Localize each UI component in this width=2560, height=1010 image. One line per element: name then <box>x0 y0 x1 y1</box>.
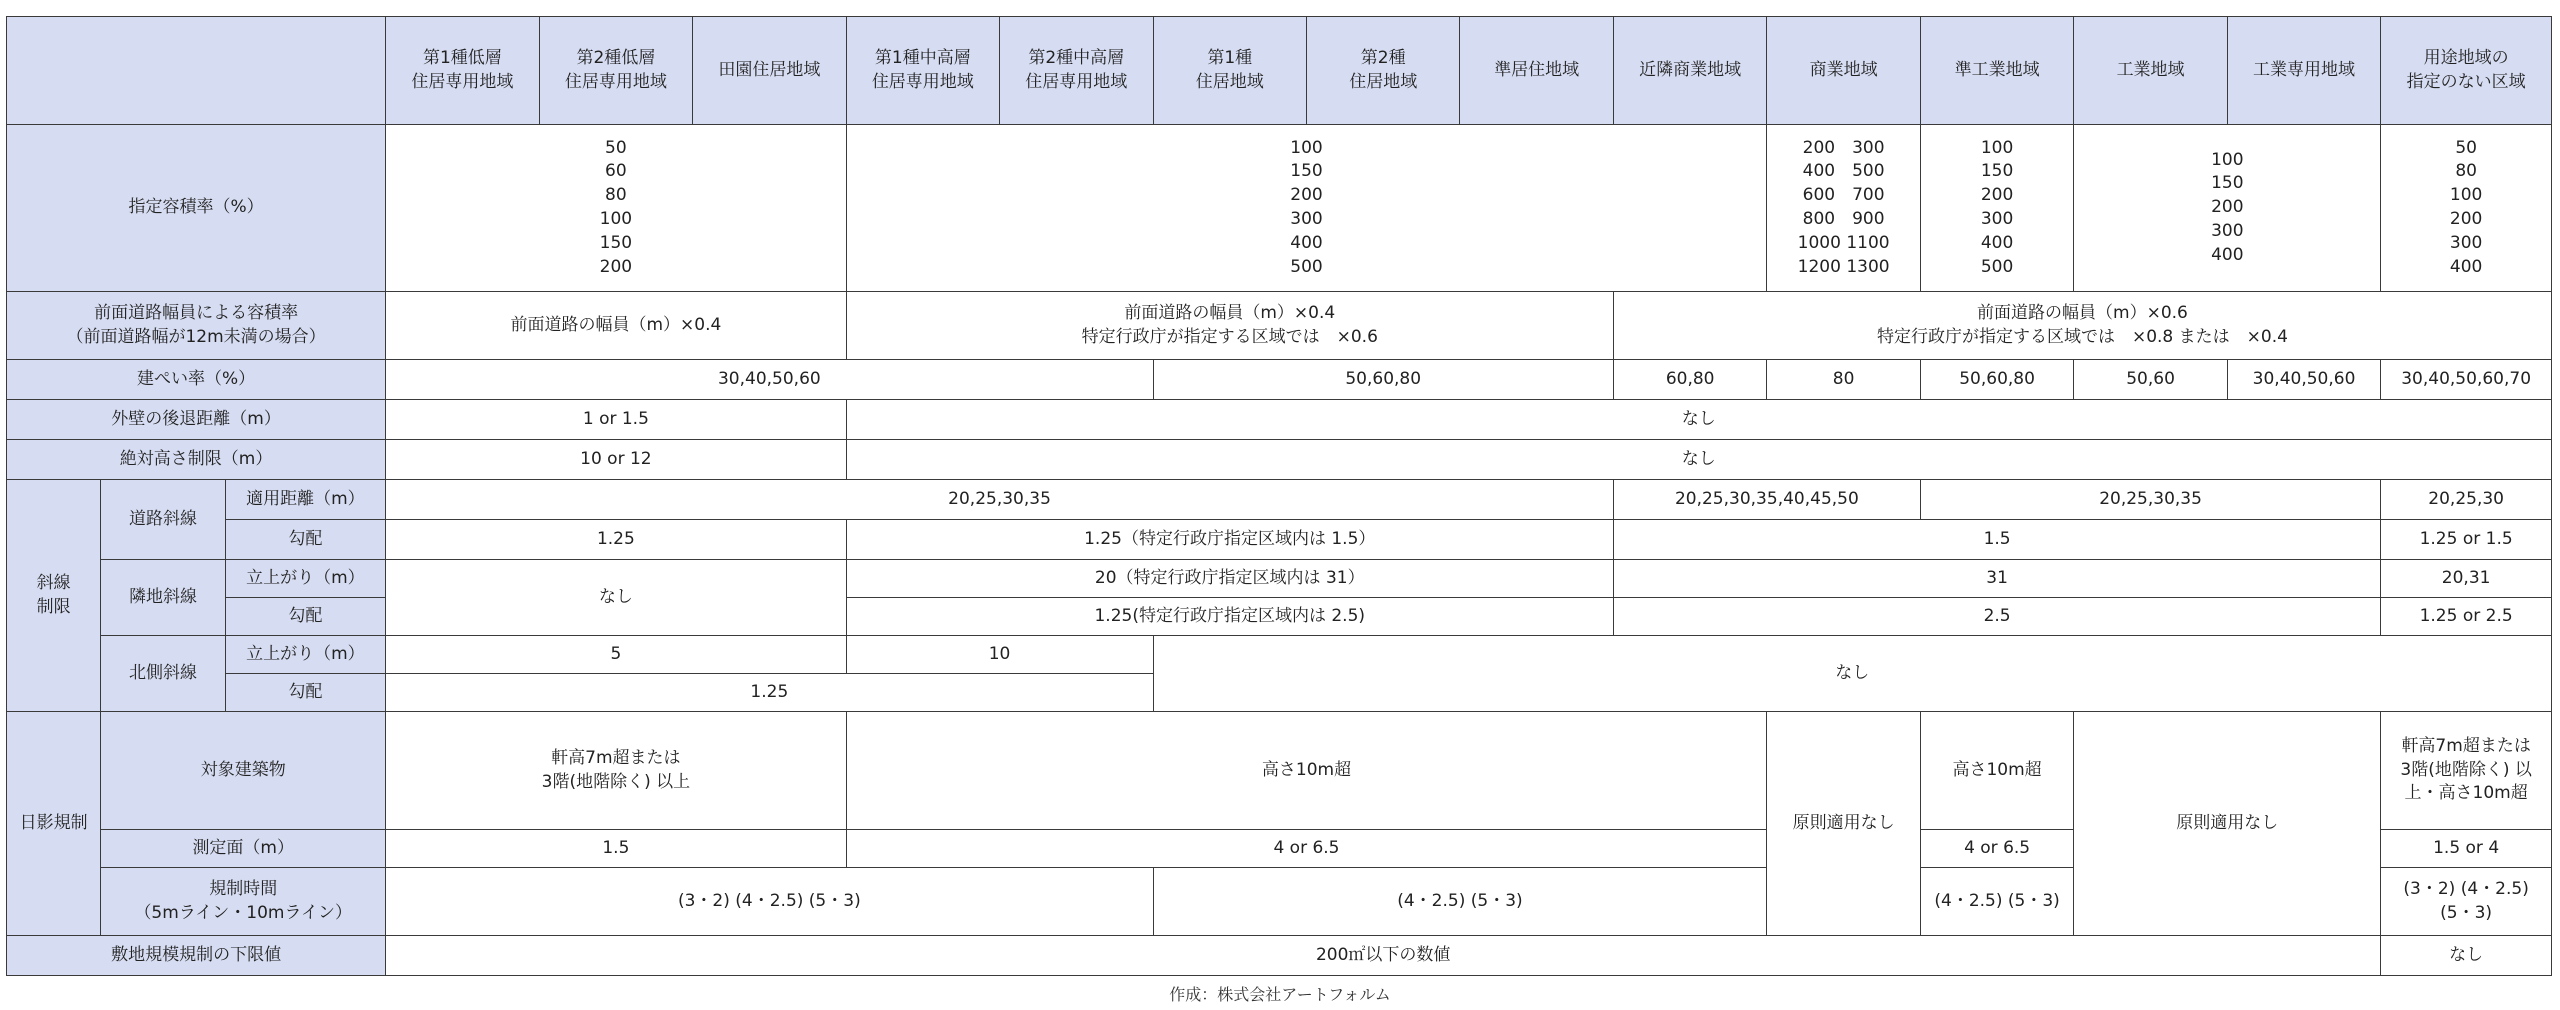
setback-cell: なし <box>846 400 2551 440</box>
shadow-cell: 原則適用なし <box>2074 712 2381 936</box>
far-cell: 100 150 200 300 400 500 <box>1920 125 2073 292</box>
road-slope-grad-row <box>7 520 2552 560</box>
slope-cell: 1.25 <box>386 674 1153 712</box>
slope-cell: 20,25,30,35 <box>386 480 1614 520</box>
slope-item-label: 勾配 <box>225 674 386 712</box>
slope-cell: 1.25(特定行政庁指定区域内は 2.5) <box>846 598 1613 636</box>
shadow-cell: 原則適用なし <box>1767 712 1920 936</box>
setback-row <box>7 400 2552 440</box>
slope-cell: 1.25 or 1.5 <box>2381 520 2552 560</box>
zone-header: 第1種 住居地域 <box>1153 17 1306 125</box>
shadow-item-label: 規制時間 （5mライン・10mライン） <box>101 868 386 936</box>
far-cell: 100 150 200 300 400 500 <box>846 125 1767 292</box>
shadow-group-label: 日影規制 <box>7 712 101 936</box>
shadow-target-row <box>7 712 2552 830</box>
slope-item-label: 適用距離（m） <box>225 480 386 520</box>
slope-cell: 20（特定行政庁指定区域内は 31） <box>846 560 1613 598</box>
row-label: 前面道路幅員による容積率 （前面道路幅が12m未満の場合） <box>7 292 386 360</box>
road-far-cell: 前面道路の幅員（m）×0.6 特定行政庁が指定する区域では ×0.8 または ×0.4 <box>1613 292 2551 360</box>
bcr-cell: 30,40,50,60 <box>386 360 1153 400</box>
zone-header: 第2種 住居地域 <box>1306 17 1459 125</box>
slope-cell: 1.25 or 2.5 <box>2381 598 2552 636</box>
far-cell: 50 60 80 100 150 200 <box>386 125 846 292</box>
slope-cell: 20,25,30,35,40,45,50 <box>1613 480 1920 520</box>
shadow-cell: 軒高7m超または 3階(地階除く) 以 上・高さ10m超 <box>2381 712 2552 830</box>
shadow-cell: 1.5 or 4 <box>2381 830 2552 868</box>
corner-header <box>7 17 386 125</box>
shadow-cell: 4 or 6.5 <box>1920 830 2073 868</box>
zone-header: 第1種中高層 住居専用地域 <box>846 17 999 125</box>
slope-cell: 2.5 <box>1613 598 2380 636</box>
slope-cell: 1.25（特定行政庁指定区域内は 1.5） <box>846 520 1613 560</box>
north-slope-rise-row <box>7 636 2552 674</box>
far-row <box>7 125 2552 292</box>
far-cell: 100 150 200 300 400 <box>2074 125 2381 292</box>
slope-item-label: 勾配 <box>225 520 386 560</box>
shadow-cell: (4・2.5) (5・3) <box>1153 868 1767 936</box>
zone-header: 第2種中高層 住居専用地域 <box>1000 17 1153 125</box>
row-label: 建ぺい率（%） <box>7 360 386 400</box>
zone-header: 工業専用地域 <box>2227 17 2380 125</box>
slope-cell: 31 <box>1613 560 2380 598</box>
slope-item-label: 勾配 <box>225 598 386 636</box>
zoning-regulation-table <box>6 16 2552 976</box>
zone-header: 第2種低層 住居専用地域 <box>539 17 692 125</box>
zone-header: 準工業地域 <box>1920 17 2073 125</box>
shadow-cell: (4・2.5) (5・3) <box>1920 868 2073 936</box>
slope-cell: なし <box>386 560 846 636</box>
far-cell: 200 300 400 500 600 700 800 900 1000 1100 1200 1300 <box>1767 125 1920 292</box>
height-cell: なし <box>846 440 2551 480</box>
row-label: 絶対高さ制限（m） <box>7 440 386 480</box>
slope-group-label: 斜線 制限 <box>7 480 101 712</box>
row-label: 指定容積率（%） <box>7 125 386 292</box>
road-slope-dist-row <box>7 480 2552 520</box>
shadow-cell: 高さ10m超 <box>846 712 1767 830</box>
shadow-cell: (3・2) (4・2.5) (5・3) <box>386 868 1153 936</box>
min-lot-cell: なし <box>2381 936 2552 976</box>
zone-header: 近隣商業地域 <box>1613 17 1766 125</box>
zone-header: 用途地域の 指定のない区域 <box>2381 17 2552 125</box>
bcr-cell: 50,60,80 <box>1920 360 2073 400</box>
setback-cell: 1 or 1.5 <box>386 400 846 440</box>
caption: 作成：株式会社アートフォルム <box>1169 985 1391 1004</box>
slope-sub-label: 北側斜線 <box>101 636 225 712</box>
row-label: 敷地規模規制の下限値 <box>7 936 386 976</box>
bcr-cell: 50,60 <box>2074 360 2227 400</box>
slope-cell: 20,25,30 <box>2381 480 2552 520</box>
bcr-cell: 50,60,80 <box>1153 360 1613 400</box>
slope-item-label: 立上がり（m） <box>225 560 386 598</box>
shadow-cell: 4 or 6.5 <box>846 830 1767 868</box>
road-far-row <box>7 292 2552 360</box>
zone-header: 第1種低層 住居専用地域 <box>386 17 539 125</box>
bcr-row <box>7 360 2552 400</box>
road-far-cell: 前面道路の幅員（m）×0.4 特定行政庁が指定する区域では ×0.6 <box>846 292 1613 360</box>
shadow-item-label: 測定面（m） <box>101 830 386 868</box>
bcr-cell: 60,80 <box>1613 360 1766 400</box>
slope-item-label: 立上がり（m） <box>225 636 386 674</box>
slope-cell: 20,31 <box>2381 560 2552 598</box>
slope-cell: 20,25,30,35 <box>1920 480 2380 520</box>
min-lot-row <box>7 936 2552 976</box>
bcr-cell: 30,40,50,60,70 <box>2381 360 2552 400</box>
adjacent-slope-rise-row <box>7 560 2552 598</box>
zone-header: 準居住地域 <box>1460 17 1613 125</box>
slope-cell: 10 <box>846 636 1153 674</box>
bcr-cell: 80 <box>1767 360 1920 400</box>
shadow-cell: 軒高7m超または 3階(地階除く) 以上 <box>386 712 846 830</box>
road-far-cell: 前面道路の幅員（m）×0.4 <box>386 292 846 360</box>
zone-header: 田園住居地域 <box>693 17 846 125</box>
height-row <box>7 440 2552 480</box>
slope-sub-label: 隣地斜線 <box>101 560 225 636</box>
bcr-cell: 30,40,50,60 <box>2227 360 2380 400</box>
zone-header: 商業地域 <box>1767 17 1920 125</box>
height-cell: 10 or 12 <box>386 440 846 480</box>
shadow-cell: (3・2) (4・2.5) (5・3) <box>2381 868 2552 936</box>
slope-cell: 5 <box>386 636 846 674</box>
min-lot-cell: 200㎡以下の数値 <box>386 936 2381 976</box>
row-label: 外壁の後退距離（m） <box>7 400 386 440</box>
slope-cell: 1.5 <box>1613 520 2380 560</box>
zone-header: 工業地域 <box>2074 17 2227 125</box>
slope-sub-label: 道路斜線 <box>101 480 225 560</box>
header-row <box>7 17 2552 125</box>
shadow-cell: 1.5 <box>386 830 846 868</box>
slope-cell: 1.25 <box>386 520 846 560</box>
shadow-cell: 高さ10m超 <box>1920 712 2073 830</box>
far-cell: 50 80 100 200 300 400 <box>2381 125 2552 292</box>
slope-cell: なし <box>1153 636 2551 712</box>
shadow-item-label: 対象建築物 <box>101 712 386 830</box>
